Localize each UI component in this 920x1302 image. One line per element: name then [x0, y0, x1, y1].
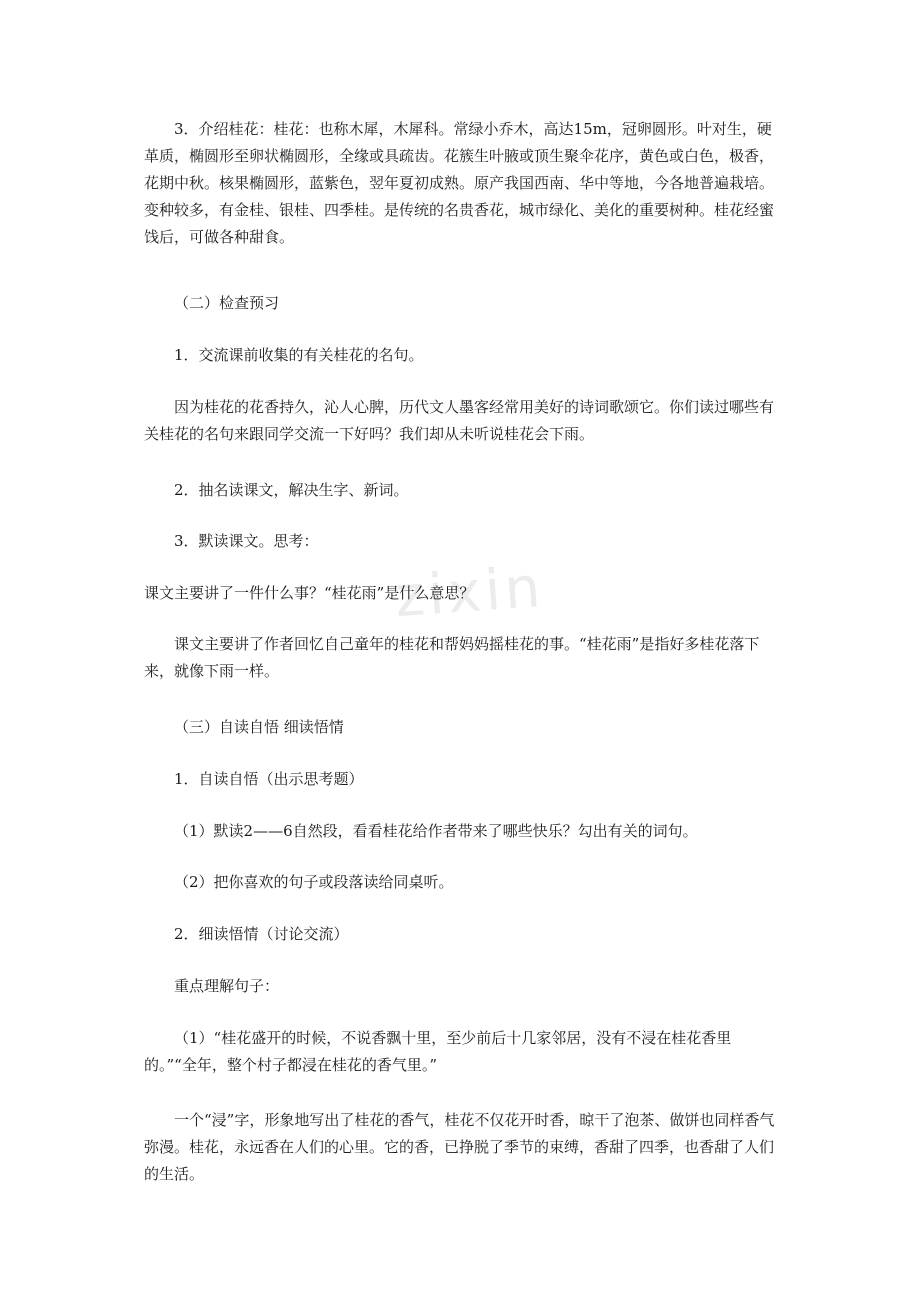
paragraph-quote: （1）“桂花盛开的时候，不说香飘十里，至少前后十几家邻居，没有不浸在桂花香里的。”“全年，整个村子都浸在桂花的香气里。” — [144, 1029, 732, 1074]
watermark: zixin — [392, 554, 547, 631]
paragraph-close-reading: 2．细读悟情（讨论交流） — [174, 925, 349, 943]
paragraph-task-1: （1）默读2——6自然段，看看桂花给作者带来了哪些快乐？勾出有关的词句。 — [174, 822, 698, 840]
paragraph-self-reading: 1．自读自悟（出示思考题） — [174, 770, 364, 788]
heading-self-reading: （三）自读自悟 细读悟情 — [174, 718, 344, 736]
paragraph-item-3: 3．默读课文。思考： — [174, 532, 319, 550]
paragraph-osmanthus-intro: 3．介绍桂花：桂花：也称木犀，木犀科。常绿小乔木，高达15m，冠卵圆形。叶对生，硬革质，椭圆形至卵状椭圆形，全缘或具疏齿。花簇生叶腋或顶生聚伞花序，黄色或白色，极香，花期中秋。核果椭圆形，蓝紫色，翌年夏初成熟。原产我国西南、华中等地，今各地普遍栽培。变种较多，有金桂、银桂、四季桂。是传统的名贵香花，城市绿化、美化的重要树种。桂花经蜜饯后，可做各种甜食。 — [144, 120, 775, 246]
paragraph-question: 课文主要讲了一件什么事？“桂花雨”是什么意思？ — [144, 584, 475, 602]
paragraph-task-2: （2）把你喜欢的句子或段落读给同桌听。 — [174, 873, 454, 891]
paragraph-fragrance: 因为桂花的花香持久，沁人心脾，历代文人墨客经常用美好的诗词歌颂它。你们读过哪些有关桂花的名句来跟同学交流一下好吗？我们却从未听说桂花会下雨。 — [144, 398, 775, 443]
paragraph-answer: 课文主要讲了作者回忆自己童年的桂花和帮妈妈摇桂花的事。“桂花雨”是指好多桂花落下来，就像下雨一样。 — [144, 635, 760, 680]
heading-check-preview: （二）检查预习 — [174, 294, 280, 312]
paragraph-analysis: 一个“浸”字，形象地写出了桂花的香气，桂花不仅花开时香，晾干了泡茶、做饼也同样香气弥漫。桂花，永远香在人们的心里。它的香，已挣脱了季节的束缚，香甜了四季，也香甜了人们的生活。 — [144, 1111, 775, 1183]
paragraph-key-sentences: 重点理解句子： — [174, 977, 280, 995]
paragraph-item-2: 2．抽名读课文，解决生字、新词。 — [174, 481, 409, 499]
paragraph-item-1: 1．交流课前收集的有关桂花的名句。 — [174, 346, 424, 364]
